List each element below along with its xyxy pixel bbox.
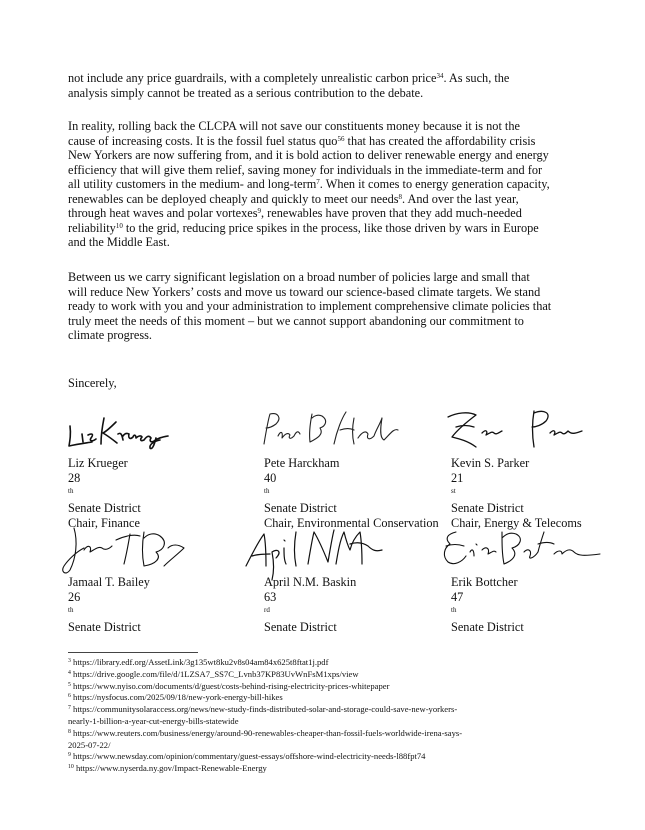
footnote-7-continued[interactable]: nearly-1-billion-a-year-cut-energy-bills-statewide: [68, 715, 239, 726]
footnotes: [68, 657, 588, 775]
footnote-8[interactable]: $^8$ https://www.reuters.com/business/energy/around-90-renewables-cheaper-than-fossil-fuels-worldwide-irena-says-: [68, 727, 463, 738]
signer-district: 26 $^{th}$ Senate District: [68, 590, 141, 634]
signer-role: Chair, Environmental Conservation: [264, 516, 439, 530]
signer-name: Kevin S. Parker: [451, 456, 530, 470]
footnote-6[interactable]: $^6$ https://nysfocus.com/2025/09/18/new-york-energy-bill-hikes: [68, 692, 283, 703]
signature-parker: [442, 403, 592, 455]
signer-role: Chair, Finance: [68, 516, 140, 530]
signer-bailey: [68, 575, 150, 635]
signer-role: Chair, Energy & Telecoms: [451, 516, 582, 530]
signer-parker: [451, 456, 582, 531]
signer-district: 28 $^{th}$ Senate District: [68, 471, 141, 515]
signer-district: 63 $^{rd}$ Senate District: [264, 590, 337, 634]
body-paragraph-1: not include any price guardrails, with a completely unrealistic carbon price$^{34}$. As such, the analysis simply cannot be treated as a serious contribution to the debate.: [68, 71, 510, 100]
signature-bailey: [56, 522, 196, 582]
footnote-10[interactable]: $^{10}$ https://www.nyserda.ny.gov/Impact-Renewable-Energy: [68, 763, 267, 774]
footnote-7[interactable]: $^7$ https://communitysolaraccess.org/news/new-study-finds-distributed-solar-and-storage-could-save-new-yorkers-: [68, 704, 458, 715]
signer-district: 47 $^{th}$ Senate District: [451, 590, 524, 634]
signer-district: 21 $^{st}$ Senate District: [451, 471, 524, 515]
signer-name: Erik Bottcher: [451, 575, 518, 589]
body-paragraph-3: Between us we carry significant legislation on a broad number of policies large and small that will reduce New Yorkers’ costs and move us toward our science-based climate targets. We stand ready to work with you and your administration to implement comprehensive climate policies that truly meet the needs of this moment – but we cannot support abandoning our commitment to climate progress.: [68, 270, 552, 342]
footnote-4[interactable]: $^4$ https://drive.google.com/file/d/1LZSA7_SS7C_Lvnb37KP83UvWnFsM1xps/view: [68, 668, 359, 679]
signer-bottcher: [451, 575, 524, 635]
signer-name: Liz Krueger: [68, 456, 128, 470]
signature-bottcher: [436, 524, 606, 574]
closing-salutation: Sincerely,: [68, 376, 117, 390]
footnote-9[interactable]: $^9$ https://www.newsday.com/opinion/commentary/guest-essays/offshore-wind-electricity-needs-l88fpt74: [68, 751, 426, 762]
footnote-5[interactable]: $^5$ https://www.nyiso.com/documents/d/guest/costs-behind-rising-electricity-prices-whitepaper: [68, 680, 390, 691]
signer-name: April N.M. Baskin: [264, 575, 357, 589]
body-paragraph-2: In reality, rolling back the CLCPA will not save our constituents money because it is not the cause of increasing costs. It is the fossil fuel status quo$^{56}$ that has created the affordability crisis New Yorkers are now suffering from, and it is bold action to deliver renewable energy and energy efficiency that will give them relief, saving money for individuals in the immediate-term and for all utility customers in the medium- and long-term$^7$. When it comes to energy generation capacity, renewables can be deployed cheaply and quickly to meet our needs$^8$. And over the last year, through heat waves and polar vortexes$^9$, renewables have proven that they add much-needed reliability$^{10}$ to the grid, reducing price spikes in the process, like those driven by wars in Europe and the Middle East.: [68, 119, 550, 249]
footnote-divider: [68, 652, 198, 653]
signer-baskin: [264, 575, 356, 635]
signer-name: Pete Harckham: [264, 456, 340, 470]
signer-harckham: [264, 456, 439, 531]
footnote-3[interactable]: $^3$ https://library.edf.org/AssetLink/3g135wt8ku2v8s04am84x625t8ftat1j.pdf: [68, 657, 329, 667]
signer-name: Jamaal T. Bailey: [68, 575, 150, 589]
signer-krueger: [68, 456, 141, 531]
signature-krueger: [64, 408, 184, 454]
signature-harckham: [254, 408, 414, 454]
signer-district: 40 $^{th}$ Senate District: [264, 471, 337, 515]
footnote-8-continued[interactable]: 2025-07-22/: [68, 739, 111, 750]
